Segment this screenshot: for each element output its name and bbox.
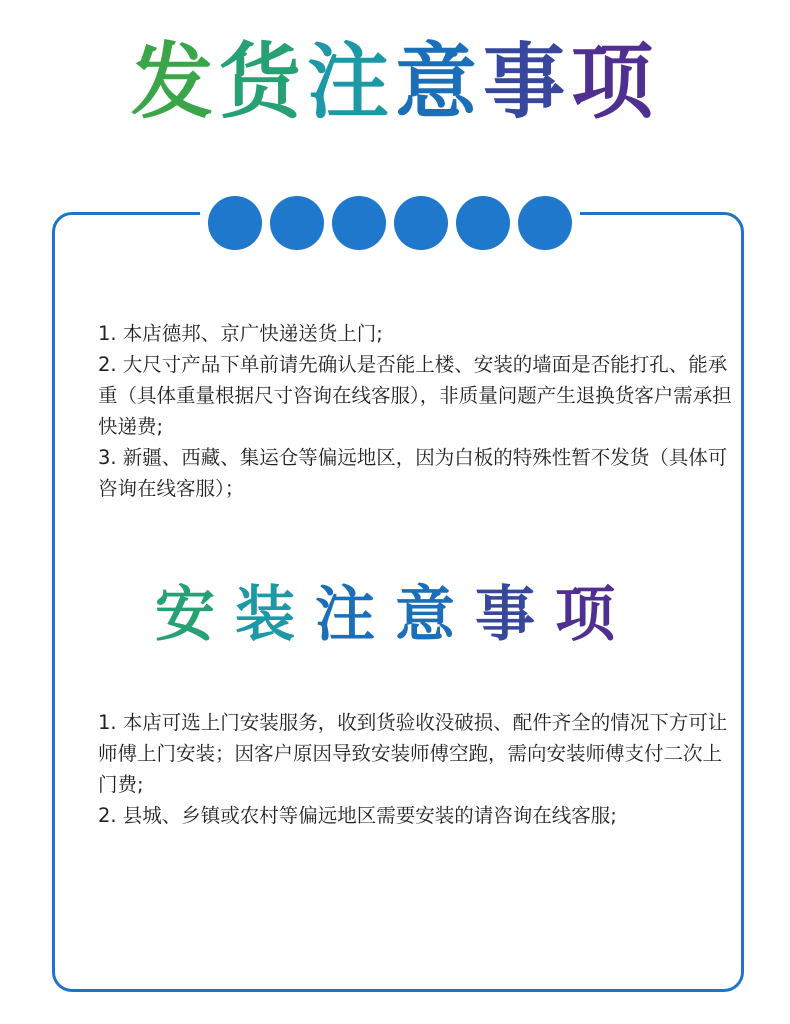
title-char: 装	[235, 580, 315, 650]
title-char: 事	[483, 35, 572, 130]
title-char: 发	[130, 35, 219, 130]
dot-icon	[332, 196, 386, 250]
title-char: 安	[155, 580, 235, 650]
dot-icon	[456, 196, 510, 250]
title-char: 意	[395, 35, 484, 130]
list-item: 1. 本店德邦、京广快递送货上门;	[98, 322, 383, 345]
shipping-notes-title	[0, 28, 790, 138]
dot-icon	[270, 196, 324, 250]
title-char: 项	[571, 35, 660, 130]
dot-icon	[518, 196, 572, 250]
list-item: 1. 本店可选上门安装服务，收到货验收没破损、配件齐全的情况下方可让师傅上门安装；因客户原因导致安装师傅空跑，需向安装师傅支付二次上门费;	[98, 711, 728, 796]
list-item: 2. 大尺寸产品下单前请先确认是否能上楼、安装的墙面是否能打孔、能承重（具体重量根据尺寸咨询在线客服），非质量问题产生退换货客户需承担快递费;	[98, 353, 732, 438]
dot-icon	[394, 196, 448, 250]
title-char: 注	[306, 35, 395, 130]
installation-notes-title	[0, 575, 790, 655]
dot-icon	[208, 196, 262, 250]
title-char: 注	[315, 580, 395, 650]
installation-notes-list	[98, 707, 738, 831]
title-char: 事	[475, 580, 555, 650]
decorative-dots	[200, 196, 580, 252]
list-item: 3. 新疆、西藏、集运仓等偏远地区，因为白板的特殊性暂不发货（具体可咨询在线客服）；	[98, 446, 728, 500]
title-char: 项	[555, 580, 635, 650]
list-item: 2. 县城、乡镇或农村等偏远地区需要安装的请咨询在线客服;	[98, 804, 617, 827]
title-char: 意	[395, 580, 475, 650]
shipping-notes-list	[98, 318, 738, 504]
title-char: 货	[218, 35, 307, 130]
